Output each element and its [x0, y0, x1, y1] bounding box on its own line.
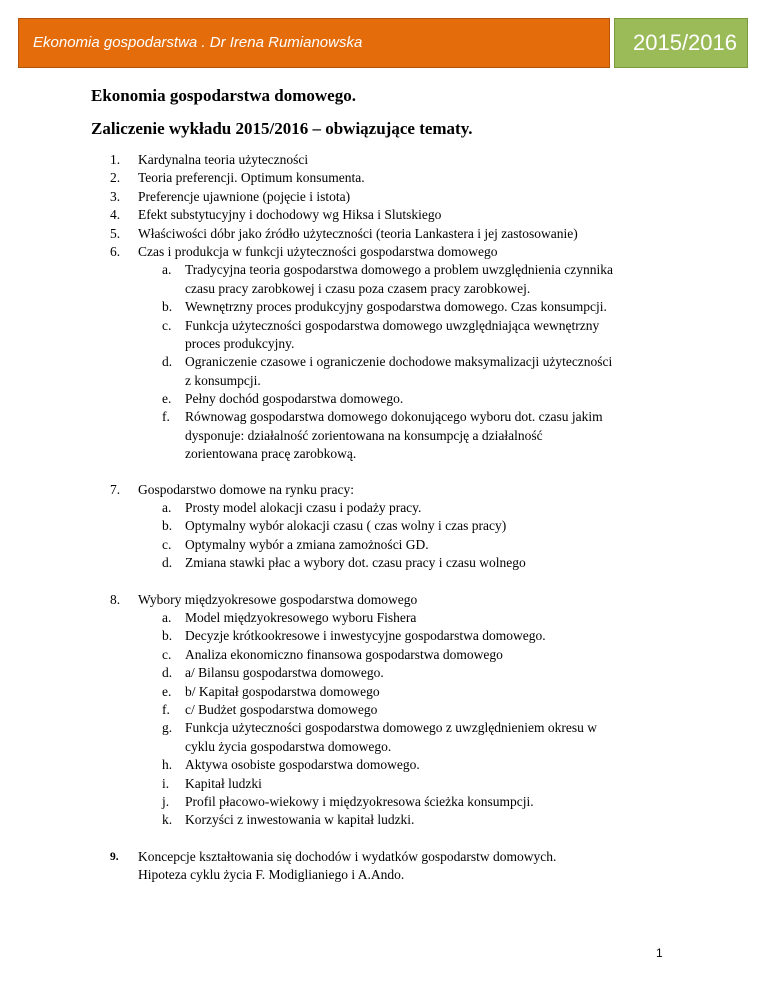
sub-item-text: dysponuje: działalność zorientowana na konsumpcję a działalność	[185, 427, 543, 443]
item-text: Teoria preferencji. Optimum konsumenta.	[138, 170, 365, 186]
sub-item-letter: a.	[162, 500, 172, 516]
sub-item	[0, 719, 768, 737]
item-number: 3.	[110, 188, 121, 204]
sub-item-letter: f.	[162, 701, 170, 717]
sub-item	[0, 701, 768, 719]
sub-item-continuation	[0, 738, 768, 756]
sub-item-text: Wewnętrzny proces produkcyjny gospodarstwa domowego. Czas konsumpcji.	[185, 299, 607, 315]
sub-item	[0, 353, 768, 371]
sub-item	[0, 775, 768, 793]
page-number: 1	[656, 946, 663, 960]
item-number: 1.	[110, 152, 121, 167]
document-subtitle: Zaliczenie wykładu 2015/2016 – obwiązujące tematy.	[91, 119, 473, 138]
sub-item-letter: i.	[162, 775, 170, 791]
sub-item-letter: f.	[162, 409, 170, 425]
sub-item-text: cyklu życia gospodarstwa domowego.	[185, 738, 392, 754]
sub-item	[0, 261, 768, 279]
sub-item-text: z konsumpcji.	[185, 372, 261, 388]
sub-item-continuation	[0, 445, 768, 463]
item-number: 9.	[110, 850, 119, 863]
document-title: Ekonomia gospodarstwa domowego.	[91, 86, 356, 105]
item-text: Koncepcje kształtowania się dochodów i wydatków gospodarstw domowych.	[138, 848, 557, 864]
list-item-continuation	[0, 866, 768, 884]
sub-item-letter: d.	[162, 665, 173, 681]
sub-item-text: Decyzje krótkookresowe i inwestycyjne gospodarstwa domowego.	[185, 628, 546, 644]
sub-item-text: Ograniczenie czasowe i ograniczenie dochodowe maksymalizacji użyteczności	[185, 354, 613, 370]
item-text: Efekt substytucyjny i dochodowy wg Hiksa i Slutskiego	[138, 207, 442, 223]
sub-item-text: Tradycyjna teoria gospodarstwa domowego a problem uwzględnienia czynnika	[185, 262, 614, 278]
sub-item-letter: c.	[162, 536, 172, 552]
topic-list	[0, 151, 768, 884]
list-item	[0, 481, 768, 499]
sub-item	[0, 298, 768, 316]
item-number: 2.	[110, 170, 121, 186]
sub-item-letter: b.	[162, 518, 173, 534]
sub-item-letter: k.	[162, 812, 173, 828]
sub-item-text: Kapitał ludzki	[185, 775, 262, 791]
sub-item	[0, 554, 768, 572]
sub-item-text: Równowag gospodarstwa domowego dokonującego wyboru dot. czasu jakim	[185, 409, 603, 425]
sub-item-text: Aktywa osobiste gospodarstwa domowego.	[185, 757, 420, 773]
item-number: 7.	[110, 481, 121, 497]
sub-item	[0, 811, 768, 829]
sub-item-text: Pełny dochód gospodarstwa domowego.	[185, 391, 404, 407]
list-item	[0, 206, 768, 224]
header-author-box	[18, 18, 610, 68]
sub-item	[0, 756, 768, 774]
sub-item-letter: e.	[162, 683, 172, 699]
sub-item	[0, 517, 768, 535]
sub-item-letter: j.	[162, 793, 170, 809]
sub-item-letter: g.	[162, 720, 173, 736]
sub-item-text: Optymalny wybór alokacji czasu ( czas wolny i czas pracy)	[185, 518, 507, 534]
item-text: Kardynalna teoria użyteczności	[138, 152, 309, 167]
sub-item	[0, 408, 768, 426]
sub-item-text: Prosty model alokacji czasu i podaży pracy.	[185, 500, 422, 516]
item-text: Preferencje ujawnione (pojęcie i istota)	[138, 188, 351, 204]
sub-item-continuation	[0, 335, 768, 353]
sub-item-text: Analiza ekonomiczno finansowa gospodarstwa domowego	[185, 646, 503, 662]
sub-item	[0, 499, 768, 517]
sub-item	[0, 536, 768, 554]
sub-item-letter: b.	[162, 628, 173, 644]
item-number: 6.	[110, 243, 121, 259]
sub-item-text: Profil płacowo-wiekowy i międzyokresowa ścieżka konsumpcji.	[185, 793, 534, 809]
header-author-text: Ekonomia gospodarstwa . Dr Irena Rumianowska	[33, 34, 363, 51]
list-item	[0, 848, 768, 866]
sub-item-text: Funkcja użyteczności gospodarstwa domowego z uwzględnieniem okresu w	[185, 720, 598, 736]
sub-item	[0, 627, 768, 645]
item-text: Właściwości dóbr jako źródło użyteczności (teoria Lankastera i jej zastosowanie)	[138, 225, 578, 241]
sub-item	[0, 683, 768, 701]
sub-item-letter: d.	[162, 354, 173, 370]
list-item	[0, 591, 768, 609]
sub-item-letter: e.	[162, 391, 172, 407]
sub-item	[0, 793, 768, 811]
sub-item-letter: h.	[162, 757, 173, 773]
sub-item-text: Funkcja użyteczności gospodarstwa domowego uwzględniająca wewnętrzny	[185, 317, 600, 333]
sub-item	[0, 646, 768, 664]
sub-item-continuation	[0, 372, 768, 390]
item-number: 4.	[110, 207, 121, 223]
item-number: 8.	[110, 591, 121, 607]
sub-item-letter: b.	[162, 299, 173, 315]
header-year-text: 2015/2016	[633, 30, 737, 55]
sub-item-text: b/ Kapitał gospodarstwa domowego	[185, 683, 380, 699]
sub-item-text: a/ Bilansu gospodarstwa domowego.	[185, 665, 384, 681]
spacer	[0, 464, 768, 481]
sub-item-text: Korzyści z inwestowania w kapitał ludzki.	[185, 812, 415, 828]
item-number: 5.	[110, 225, 121, 241]
sub-item-text: proces produkcyjny.	[185, 335, 295, 351]
sub-item-letter: a.	[162, 609, 172, 625]
sub-item	[0, 664, 768, 682]
list-item	[0, 188, 768, 206]
sub-item-continuation	[0, 280, 768, 298]
header-bar	[18, 18, 748, 68]
sub-item-text: czasu pracy zarobkowej i czasu poza czasem pracy zarobkowej.	[185, 280, 531, 296]
sub-item-letter: c.	[162, 646, 172, 662]
sub-item-text: zorientowana pracę zarobkową.	[185, 446, 357, 462]
spacer	[0, 830, 768, 848]
spacer	[0, 573, 768, 591]
item-text: Wybory międzyokresowe gospodarstwa domowego	[138, 591, 418, 607]
sub-item-text: c/ Budżet gospodarstwa domowego	[185, 701, 378, 717]
item-text: Czas i produkcja w funkcji użyteczności gospodarstwa domowego	[138, 243, 498, 259]
sub-item-text: Optymalny wybór a zmiana zamożności GD.	[185, 536, 429, 552]
sub-item-continuation	[0, 427, 768, 445]
sub-item-text: Zmiana stawki płac a wybory dot. czasu pracy i czasu wolnego	[185, 555, 526, 571]
list-item	[0, 225, 768, 243]
sub-item	[0, 609, 768, 627]
sub-item	[0, 317, 768, 335]
item-text: Gospodarstwo domowe na rynku pracy:	[138, 481, 354, 497]
list-item	[0, 169, 768, 187]
list-item	[0, 151, 768, 169]
item-text: Hipoteza cyklu życia F. Modiglianiego i A.Ando.	[138, 867, 405, 883]
sub-item-letter: d.	[162, 555, 173, 571]
header-year-box	[614, 18, 748, 68]
sub-item	[0, 390, 768, 408]
list-item	[0, 243, 768, 261]
sub-item-text: Model międzyokresowego wyboru Fishera	[185, 609, 417, 625]
sub-item-letter: a.	[162, 262, 172, 278]
sub-item-letter: c.	[162, 317, 172, 333]
